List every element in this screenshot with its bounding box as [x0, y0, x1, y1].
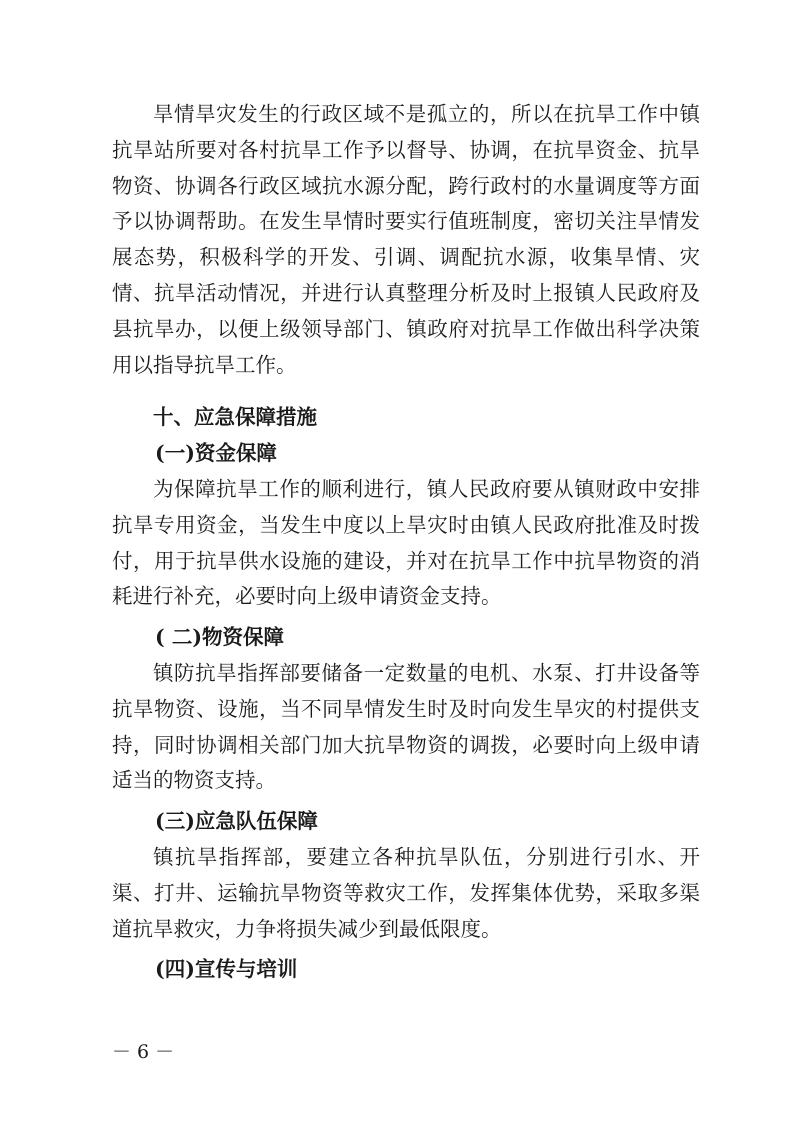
subheading-materials: ( 二)物资保障: [155, 625, 285, 649]
page-number: － 6 －: [112, 1041, 175, 1063]
paragraph-materials: 镇防抗旱指挥部要储备一定数量的电机、水泵、打井设备等抗旱物资、设施，当不同旱情发生时及时向发生旱灾的村提供支持，同时协调相关部门加大抗旱物资的调拨，必要时向上级申请适当的物资支持。: [112, 661, 700, 793]
section-heading-emergency-measures: 十、应急保障措施: [153, 405, 317, 429]
subheading-emergency-team: (三)应急队伍保障: [155, 809, 318, 833]
subheading-publicity-training: (四)宣传与培训: [155, 957, 298, 981]
subheading-funding: (一)资金保障: [155, 441, 277, 465]
paragraph-emergency-team: 镇抗旱指挥部，要建立各种抗旱队伍，分别进行引水、开渠、打井、运输抗旱物资等救灾工作，发挥集体优势，采取多渠道抗旱救灾，力争将损失减少到最低限度。: [112, 845, 700, 941]
paragraph-funding: 为保障抗旱工作的顺利进行，镇人民政府要从镇财政中安排抗旱专用资金，当发生中度以上旱灾时由镇人民政府批准及时拨付，用于抗旱供水设施的建设，并对在抗旱工作中抗旱物资的消耗进行补充，必要时向上级申请资金支持。: [112, 477, 700, 609]
paragraph-coordination: 旱情旱灾发生的行政区域不是孤立的，所以在抗旱工作中镇抗旱站所要对各村抗旱工作予以督导、协调，在抗旱资金、抗旱物资、协调各行政区域抗水源分配，跨行政村的水量调度等方面予以协调帮助。在发生旱情时要实行值班制度，密切关注旱情发展态势，积极科学的开发、引调、调配抗水源，收集旱情、灾情、抗旱活动情况，并进行认真整理分析及时上报镇人民政府及县抗旱办，以便上级领导部门、镇政府对抗旱工作做出科学决策用以指导抗旱工作。: [112, 102, 700, 377]
